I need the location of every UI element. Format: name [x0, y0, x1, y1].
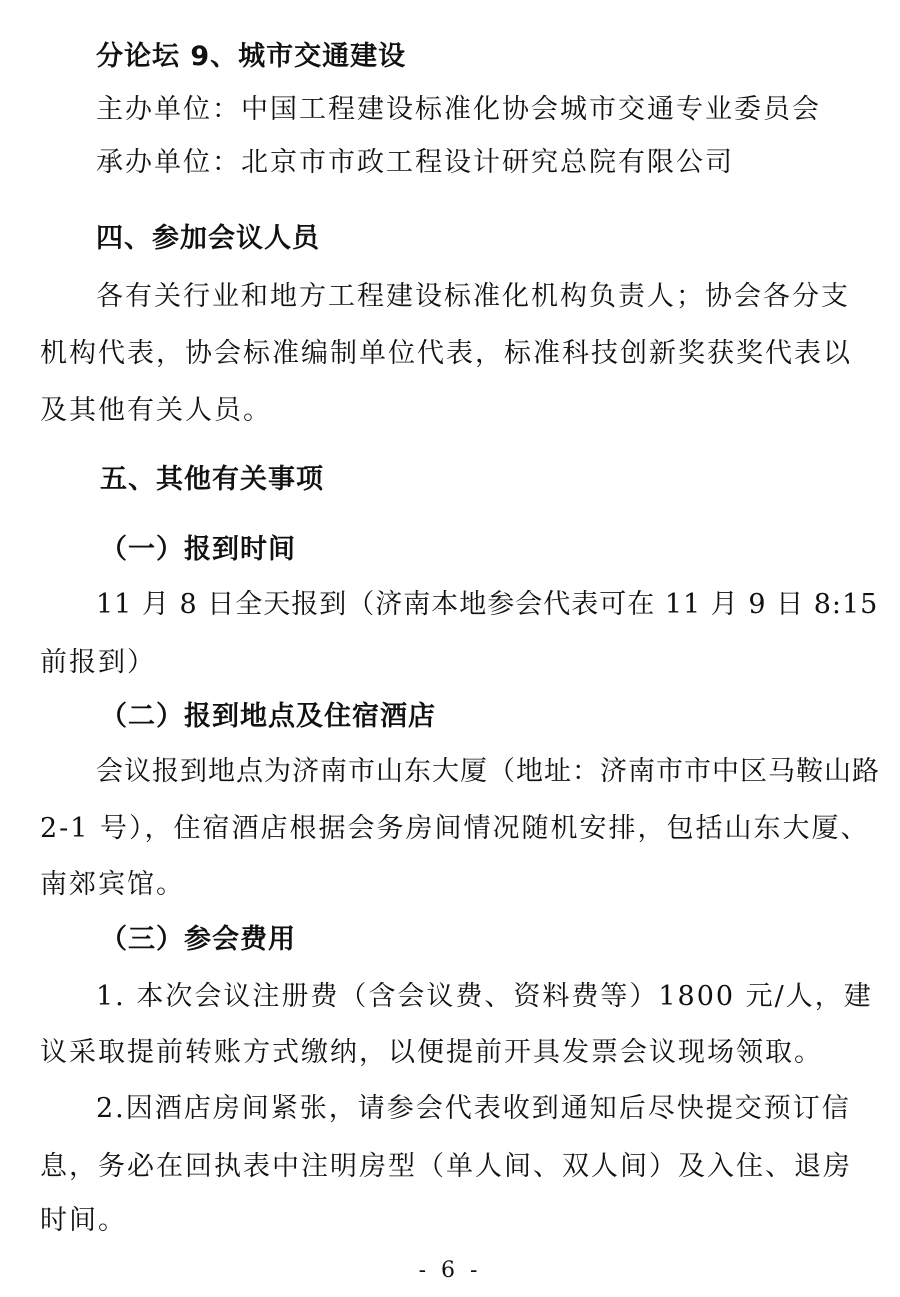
section4-line: 各有关行业和地方工程建设标准化机构负责人；协会各分支 [96, 281, 850, 312]
forum-heading: 分论坛 9、城市交通建设 [96, 41, 407, 72]
subsection2-line: 会议报到地点为济南市山东大厦（地址：济南市市中区马鞍山路 [96, 756, 880, 787]
undertaker-line: 承办单位：北京市市政工程设计研究总院有限公司 [96, 147, 734, 178]
section4-line: 机构代表，协会标准编制单位代表，标准科技创新奖获奖代表以 [40, 338, 852, 369]
subsection1-line: 前报到） [40, 647, 156, 678]
page-number: - 6 - [418, 1258, 482, 1283]
subsection2-heading: （二）报到地点及住宿酒店 [100, 701, 436, 732]
fee-item1-line: 议采取提前转账方式缴纳，以便提前开具发票会议现场领取。 [40, 1037, 823, 1068]
organizer-line: 主办单位：中国工程建设标准化协会城市交通专业委员会 [96, 94, 821, 125]
fee-item1-line: 1. 本次会议注册费（含会议费、资料费等）1800 元/人，建 [96, 981, 873, 1012]
subsection1-line: 11 月 8 日全天报到（济南本地参会代表可在 11 月 9 日 8:15 [96, 589, 879, 620]
section4-heading: 四、参加会议人员 [96, 223, 320, 254]
section5-heading: 五、其他有关事项 [100, 464, 324, 495]
subsection2-line: 南郊宾馆。 [40, 869, 185, 900]
fee-item2-line: 2.因酒店房间紧张，请参会代表收到通知后尽快提交预订信 [96, 1093, 851, 1124]
subsection3-heading: （三）参会费用 [100, 924, 296, 955]
subsection1-heading: （一）报到时间 [100, 534, 296, 565]
section4-line: 及其他有关人员。 [40, 395, 272, 426]
fee-item2-line: 时间。 [40, 1205, 127, 1236]
fee-item2-line: 息，务必在回执表中注明房型（单人间、双人间）及入住、退房 [40, 1151, 852, 1182]
subsection2-line: 2-1 号），住宿酒店根据会务房间情况随机安排，包括山东大厦、 [40, 813, 870, 844]
